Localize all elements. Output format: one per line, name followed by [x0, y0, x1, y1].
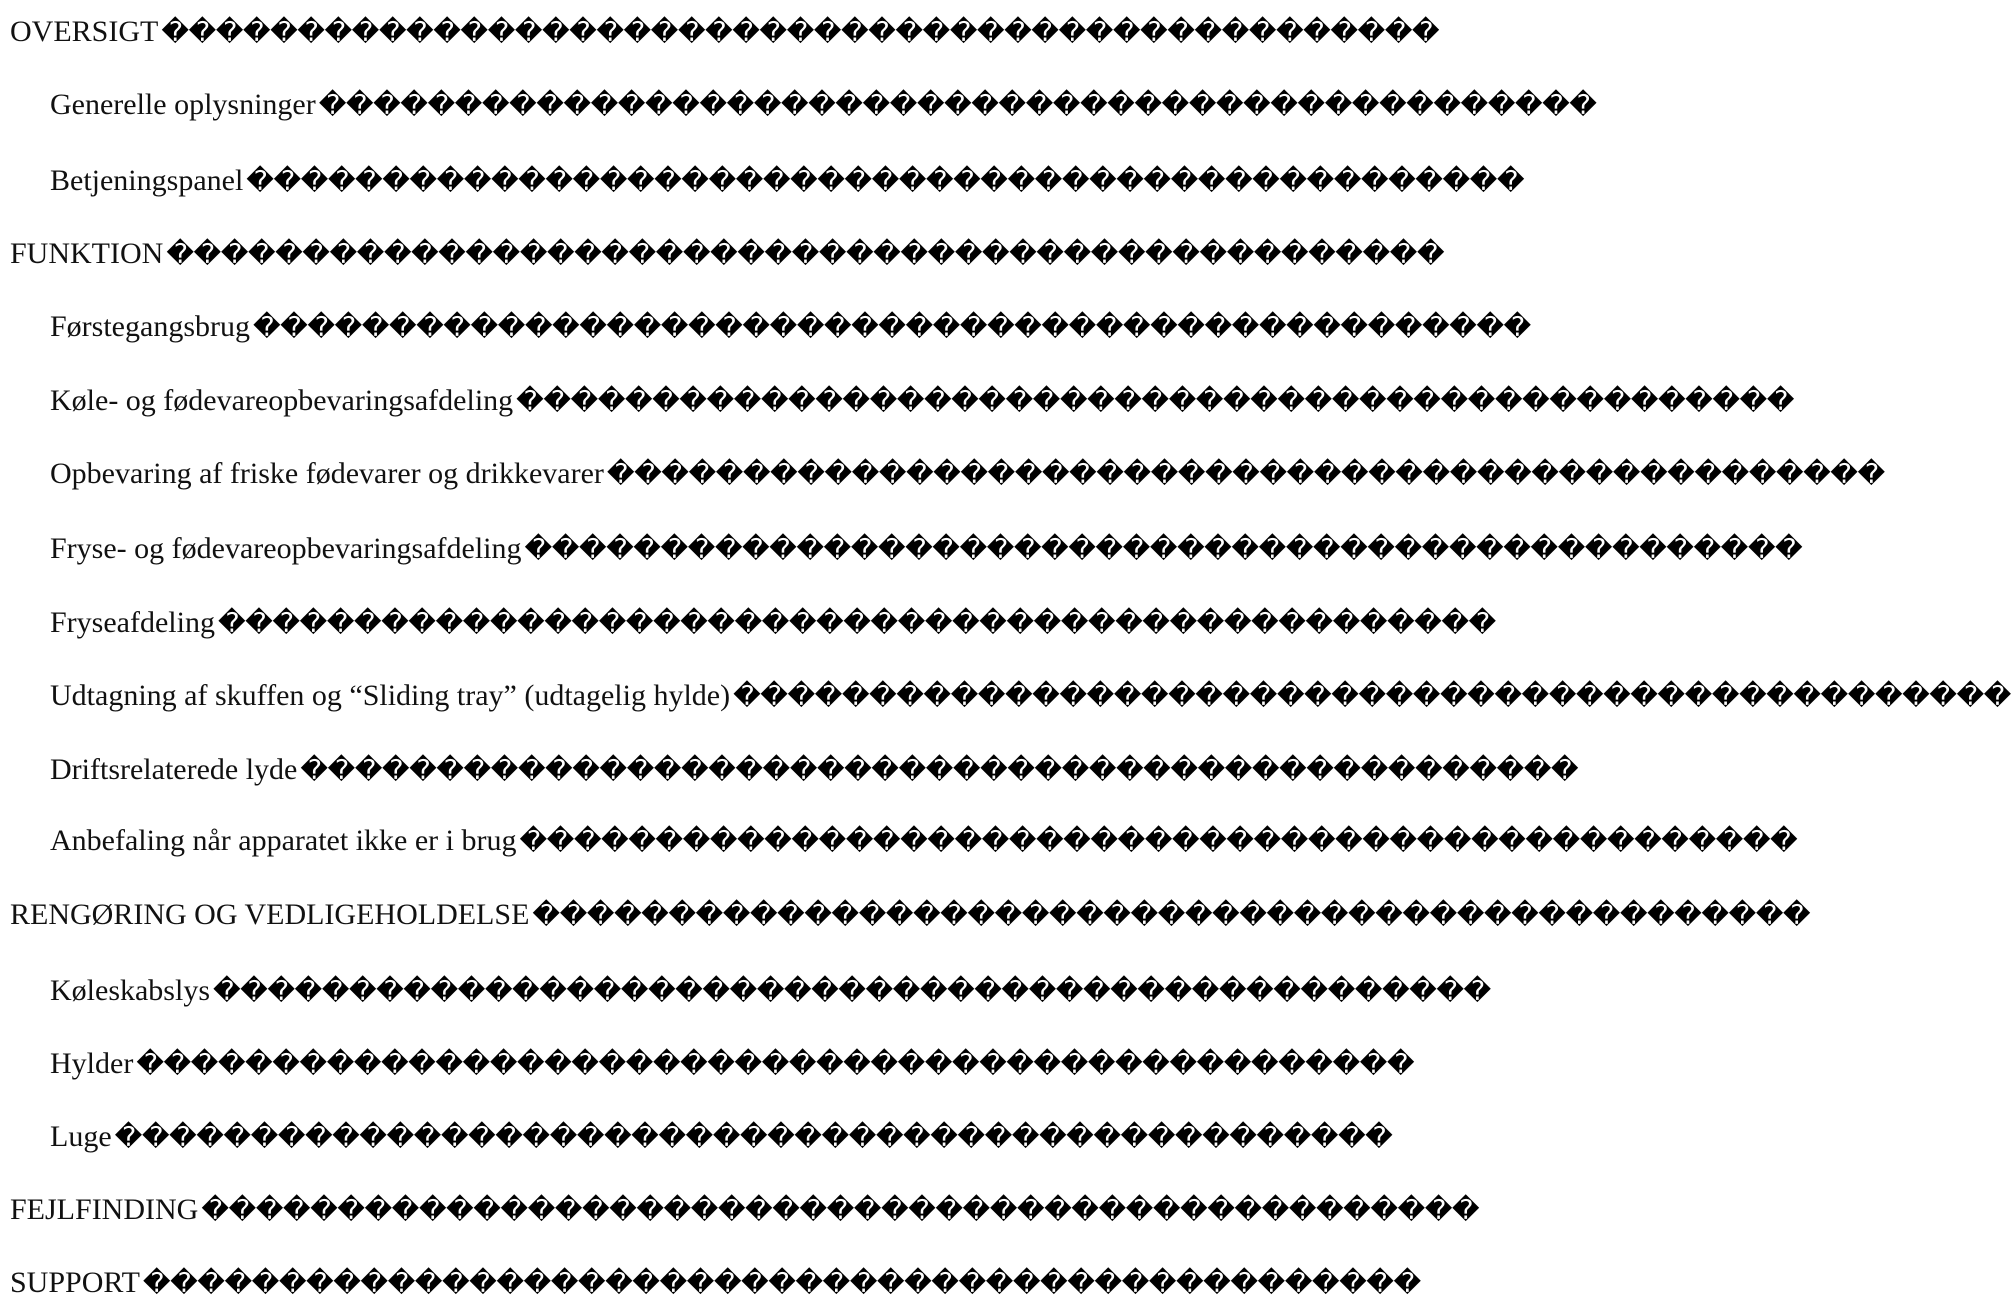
toc-entry-label: RENGØRING OG VEDLIGEHOLDELSE — [10, 898, 530, 931]
toc-subsection[interactable] — [0, 963, 1541, 1019]
toc-leader-dots: ����������������������������������������������� — [532, 899, 1811, 931]
toc-entry-label: Køleskabslys — [50, 974, 210, 1007]
toc-leader-dots: ����������������������������������������������� — [201, 1194, 1480, 1226]
toc-leader-dots: ����������������������������������������������� — [161, 16, 1440, 48]
toc-leader-dots: ����������������������������������������������� — [519, 825, 1798, 857]
toc-leader-dots: ����������������������������������������������� — [217, 607, 1496, 639]
toc-leader-dots: ����������������������������������������������� — [516, 385, 1794, 417]
toc-leader-dots: ����������������������������������������������� — [166, 238, 1445, 270]
toc-entry-label: Fryseafdeling — [50, 606, 215, 639]
toc-leader-dots: ����������������������������������������������� — [114, 1121, 1393, 1153]
toc-section[interactable] — [0, 1255, 1501, 1311]
toc-subsection[interactable] — [0, 373, 1794, 429]
toc-leader-dots: ����������������������������������������������� — [300, 754, 1579, 786]
toc-leader-dots: ����������������������������������������������� — [136, 1048, 1415, 1080]
toc-entry-label: OVERSIGT — [10, 15, 159, 48]
toc-entry-label: Førstegangsbrug — [50, 310, 250, 343]
toc-entry-label: Luge — [50, 1120, 112, 1153]
toc-leader-dots: ����������������������������������������������� — [524, 533, 1803, 565]
toc-entry-label: Anbefaling når apparatet ikke er i brug — [50, 824, 517, 857]
toc-subsection[interactable] — [0, 1109, 1541, 1165]
toc-leader-dots: ����������������������������������������������� — [733, 680, 2011, 712]
toc-leader-dots: ����������������������������������������������� — [142, 1267, 1421, 1299]
toc-entry-label: Køle- og fødevareopbevaringsafdeling — [50, 384, 514, 417]
toc-entry-label: Udtagning af skuffen og “Sliding tray” (udtagelig hylde) — [50, 679, 731, 712]
toc-leader-dots: ����������������������������������������������� — [252, 311, 1531, 343]
toc-leader-dots: ����������������������������������������������� — [213, 975, 1491, 1007]
toc-subsection[interactable] — [0, 668, 2011, 724]
toc-subsection[interactable] — [0, 299, 1541, 355]
toc-entry-label: FEJLFINDING — [10, 1193, 199, 1226]
toc-subsection[interactable] — [0, 595, 1541, 651]
toc-section[interactable] — [0, 887, 1811, 943]
toc-leader-dots: ����������������������������������������������� — [606, 458, 1885, 490]
toc-leader-dots: ����������������������������������������������� — [318, 89, 1597, 121]
toc-entry-label: Fryse- og fødevareopbevaringsafdeling — [50, 532, 522, 565]
toc-subsection[interactable] — [0, 77, 1597, 133]
toc-subsection[interactable] — [0, 813, 1798, 869]
toc-entry-label: Generelle oplysninger — [50, 88, 316, 121]
toc-subsection[interactable] — [0, 742, 1579, 798]
toc-entry-label: Hylder — [50, 1047, 134, 1080]
toc-entry-label: Opbevaring af friske fødevarer og drikkevarer — [50, 457, 604, 490]
toc-section[interactable] — [0, 226, 1501, 282]
toc-leader-dots: ����������������������������������������������� — [246, 165, 1525, 197]
toc-subsection[interactable] — [0, 153, 1541, 209]
toc-section[interactable] — [0, 1182, 1501, 1238]
toc-entry-label: Driftsrelaterede lyde — [50, 753, 298, 786]
toc-subsection[interactable] — [0, 521, 1803, 577]
toc-entry-label: SUPPORT — [10, 1266, 140, 1299]
toc-subsection[interactable] — [0, 1036, 1541, 1092]
toc-entry-label: FUNKTION — [10, 237, 164, 270]
toc-subsection[interactable] — [0, 446, 1885, 502]
toc-section[interactable] — [0, 4, 1501, 60]
toc-entry-label: Betjeningspanel — [50, 164, 244, 197]
